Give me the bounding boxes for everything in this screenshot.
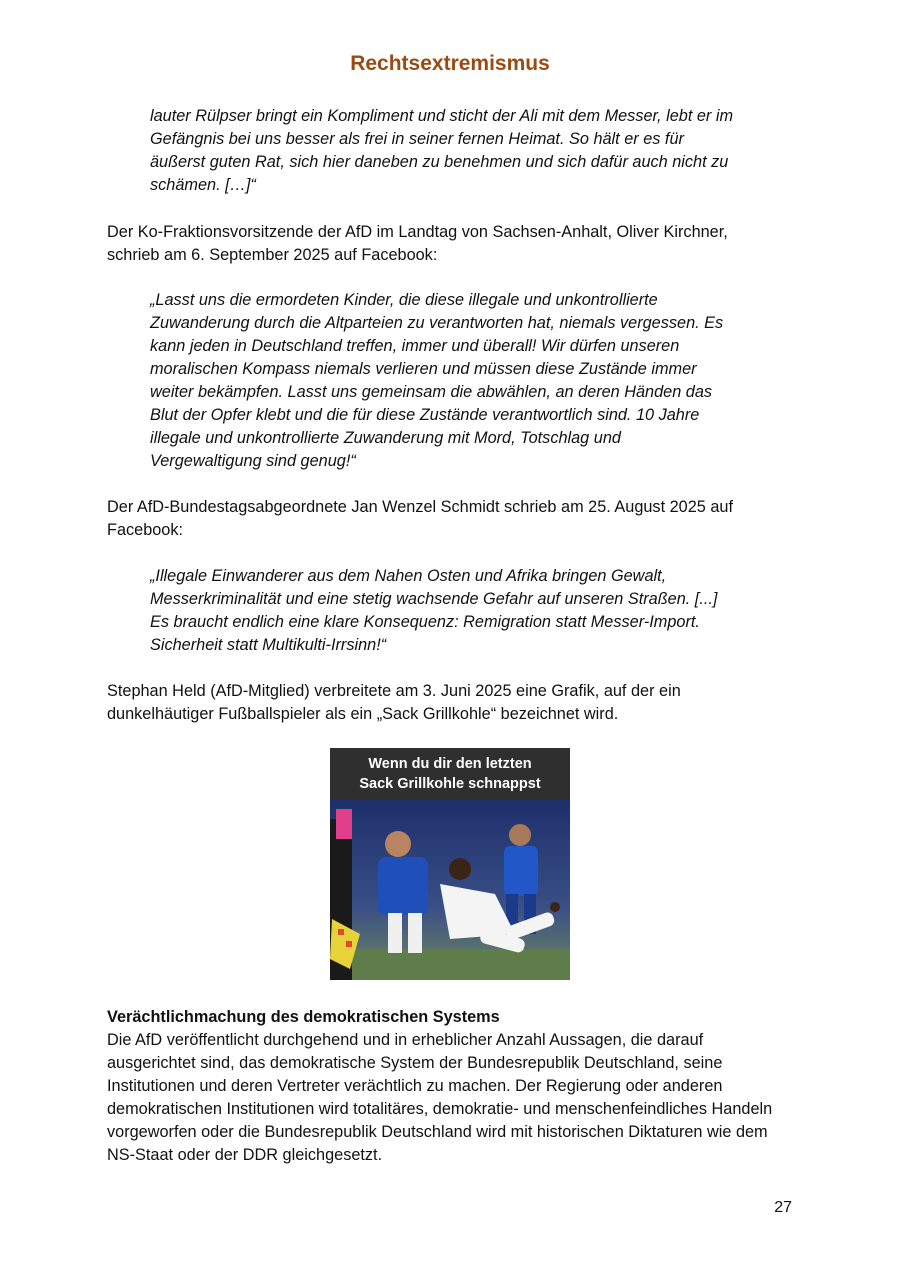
- quote-line: Gefängnis bei uns besser als frei in seiner fernen Heimat. So hält er es für: [150, 130, 684, 148]
- page-number: 27: [774, 1199, 792, 1216]
- paragraph-line: demokratischen Institutionen wird totalitäres, demokratie- und menschenfeindliches Handeln: [107, 1100, 773, 1118]
- meme-image: [330, 748, 570, 980]
- meme-caption-line: Sack Grillkohle schnappst: [359, 776, 541, 792]
- quote-line: Zuwanderung durch die Altparteien zu verantworten hat, niemals vergessen. Es: [150, 314, 724, 332]
- quote-block-kirchner: [150, 289, 760, 473]
- pitch: [330, 949, 570, 980]
- quote-line: Blut der Opfer klebt und die für diese Zustände verantwortlich sind. 10 Jahre: [150, 406, 700, 424]
- quote-block-1: [150, 105, 760, 197]
- player-blue-head: [385, 831, 411, 857]
- paragraph-line: schrieb am 6. September 2025 auf Facebook:: [107, 246, 438, 264]
- paragraph-line: NS-Staat oder der DDR gleichgesetzt.: [107, 1146, 383, 1164]
- player-blue-torso: [378, 857, 428, 915]
- paragraph-line: dunkelhäutiger Fußballspieler als ein „Sack Grillkohle“ bezeichnet wird.: [107, 705, 619, 723]
- paragraph-line: Der Ko-Fraktionsvorsitzende der AfD im Landtag von Sachsen-Anhalt, Oliver Kirchner,: [107, 223, 728, 241]
- quote-line: schämen. […]“: [150, 176, 256, 194]
- quote-line: Messerkriminalität und eine stetig wachsende Gefahr auf unseren Straßen. [...]: [150, 590, 718, 608]
- quote-line: äußerst guten Rat, sich hier daneben zu benehmen und sich dafür auch nicht zu: [150, 153, 729, 171]
- paragraph-line: Der AfD-Bundestagsabgeordnete Jan Wenzel Schmidt schrieb am 25. August 2025 auf: [107, 498, 734, 516]
- paragraph-schmidt-intro: [107, 496, 797, 542]
- quote-line: moralischen Kompass niemals verlieren und müssen diese Zustände immer: [150, 360, 697, 378]
- football-photo: [330, 799, 570, 980]
- meme-caption-line: Wenn du dir den letzten: [368, 756, 532, 772]
- quote-line: „Illegale Einwanderer aus dem Nahen Osten und Afrika bringen Gewalt,: [150, 567, 667, 585]
- quote-line: „Lasst uns die ermordeten Kinder, die diese illegale und unkontrollierte: [150, 291, 658, 309]
- section-paragraph: [107, 1029, 797, 1167]
- quote-line: weiter bekämpfen. Lasst uns gemeinsam die abwählen, an deren Händen das: [150, 383, 713, 401]
- quote-line: illegale und unkontrollierte Zuwanderung mit Mord, Totschlag und: [150, 429, 621, 447]
- quote-line: lauter Rülpser bringt ein Kompliment und sticht der Ali mit dem Messer, lebt er im: [150, 107, 734, 125]
- paragraph-line: vorgeworfen oder die Bundesrepublik Deutschland wird mit historischen Diktaturen wie dem: [107, 1123, 768, 1141]
- quote-block-schmidt: [150, 565, 760, 657]
- page-header-title: Rechtsextremismus: [350, 52, 550, 75]
- paragraph-line: Institutionen und deren Vertreter verächtlich zu machen. Der Regierung oder anderen: [107, 1077, 723, 1095]
- paragraph-line: Facebook:: [107, 521, 184, 539]
- quote-line: Es braucht endlich eine klare Konsequenz: Remigration statt Messer-Import.: [150, 613, 700, 631]
- quote-line: kann jeden in Deutschland treffen, immer und überall! Wir dürfen unseren: [150, 337, 680, 355]
- section-heading: Verächtlichmachung des demokratischen Systems: [107, 1008, 500, 1026]
- player-blue-background: [504, 846, 538, 896]
- player-white-head: [449, 858, 471, 880]
- paragraph-line: Stephan Held (AfD-Mitglied) verbreitete am 3. Juni 2025 eine Grafik, auf der ein: [107, 682, 681, 700]
- meme-caption: [330, 748, 570, 799]
- referee-sleeve: [336, 809, 352, 839]
- paragraph-held-intro: [107, 680, 797, 726]
- paragraph-kirchner-intro: [107, 221, 797, 267]
- paragraph-line: Die AfD veröffentlicht durchgehend und in erheblicher Anzahl Aussagen, die darauf: [107, 1031, 704, 1049]
- paragraph-line: ausgerichtet sind, das demokratische System der Bundesrepublik Deutschland, seine: [107, 1054, 723, 1072]
- quote-line: Vergewaltigung sind genug!“: [150, 452, 356, 470]
- quote-line: Sicherheit statt Multikulti-Irrsinn!“: [150, 636, 387, 654]
